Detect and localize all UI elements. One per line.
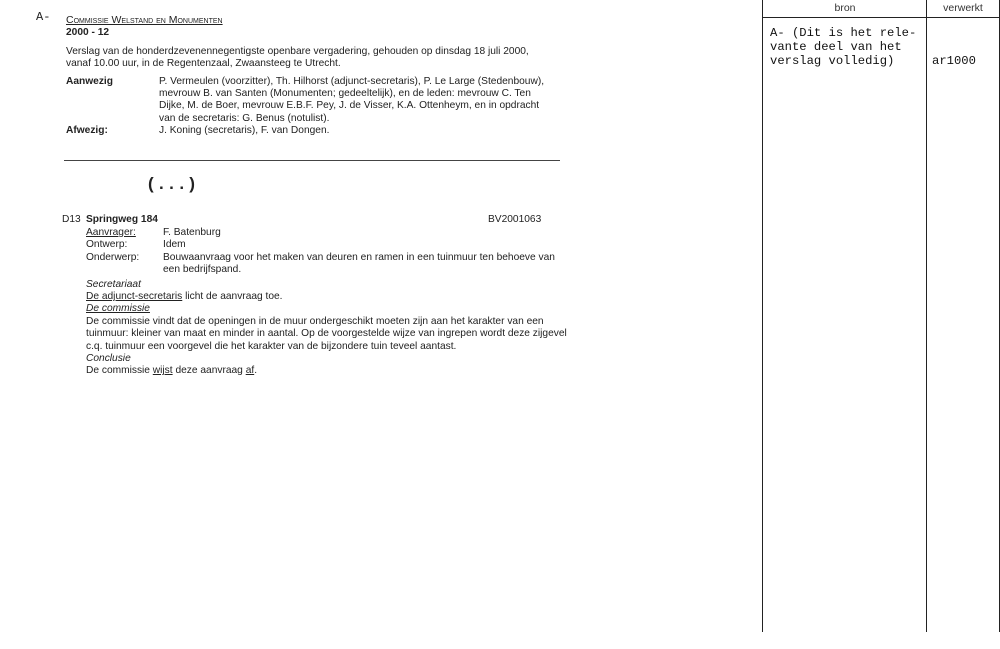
conclusion-verb: wijst <box>152 365 173 377</box>
absent-row <box>66 125 566 137</box>
processed-column <box>926 0 1000 632</box>
commission-heading: De commissie <box>86 303 150 315</box>
margin-mark: A- <box>36 10 51 24</box>
source-header: bron <box>763 0 927 18</box>
report-intro: Verslag van de honderdzevenennegentigste openbare vergadering, gehouden op dinsdag 18 juli 2000, vanaf 10.00 uur, in de Regentenzaal, Zwaansteeg te Utrecht. <box>66 45 529 70</box>
design-field <box>86 239 582 251</box>
item-header <box>62 214 582 227</box>
absent-value: J. Koning (secretaris), F. van Dongen. <box>159 125 330 137</box>
secretariat-remark: licht de aanvraag toe. <box>182 291 283 303</box>
conclusion-text <box>86 365 580 377</box>
conclusion-period: . <box>254 365 258 377</box>
applicant-label: Aanvrager: <box>86 227 136 238</box>
source-column <box>762 0 927 632</box>
processed-code: ar1000 <box>932 54 976 68</box>
organization-name: Commissie Welstand en Monumenten <box>66 14 223 26</box>
agenda-item <box>62 214 582 378</box>
item-title: Springweg 184 <box>86 214 158 225</box>
design-value: Idem <box>163 239 186 251</box>
present-row <box>66 76 566 126</box>
conclusion-particle: af <box>245 365 255 377</box>
report-number: 2000 - 12 <box>66 27 110 39</box>
secretariat-actor: De adjunct-secretaris <box>86 291 183 303</box>
applicant-value: F. Batenburg <box>163 227 221 238</box>
divider-line <box>64 160 560 161</box>
conclusion-object: deze aanvraag <box>172 365 246 377</box>
present-value: P. Vermeulen (voorzitter), Th. Hilhorst (adjunct-secretaris), P. Le Large (Stedenbouw), mevrouw B. van Santen (Monumenten; gedeeltelijk), en de leden: mevrouw C. Ten Dijke, M. de Boer, mevrouw E.B.F. Pey, J. de Visser, K.A. Ottenheym, en in opdracht van de secretaris: G. Benus (notulist). <box>159 75 545 124</box>
meeting-report <box>66 14 566 138</box>
conclusion-heading: Conclusie <box>86 353 131 365</box>
secretariat-text <box>86 291 580 303</box>
processed-header: verwerkt <box>927 0 999 18</box>
source-note: A- (Dit is het rele- vante deel van het verslag volledig) <box>770 26 917 68</box>
item-code: D13 <box>62 214 81 225</box>
conclusion-subject: De commissie <box>86 365 153 377</box>
commission-text: De commissie vindt dat de openingen in de muur ondergeschikt moeten zijn aan het karakter van een tuinmuur: kleiner van maat en minder in aantal. Op de voorgestelde wijze van ingrepen wordt deze zijgevel c.q. tuinmuur een voorgevel die het karakter van de bijzondere tuin teveel aantast. <box>86 315 567 352</box>
subject-value: Bouwaanvraag voor het maken van deuren en ramen in een tuinmuur ten behoeve van een bedrijfspand. <box>163 251 555 276</box>
item-reference: BV2001063 <box>488 214 542 225</box>
design-label: Ontwerp: <box>86 239 128 251</box>
subject-label: Onderwerp: <box>86 251 140 263</box>
secretariat-heading: Secretariaat <box>86 278 141 290</box>
omission-marker: (...) <box>146 176 198 195</box>
subject-field <box>86 252 582 277</box>
present-label: Aanwezig <box>66 75 113 87</box>
absent-label: Afwezig: <box>66 125 108 137</box>
applicant-field <box>86 227 582 239</box>
